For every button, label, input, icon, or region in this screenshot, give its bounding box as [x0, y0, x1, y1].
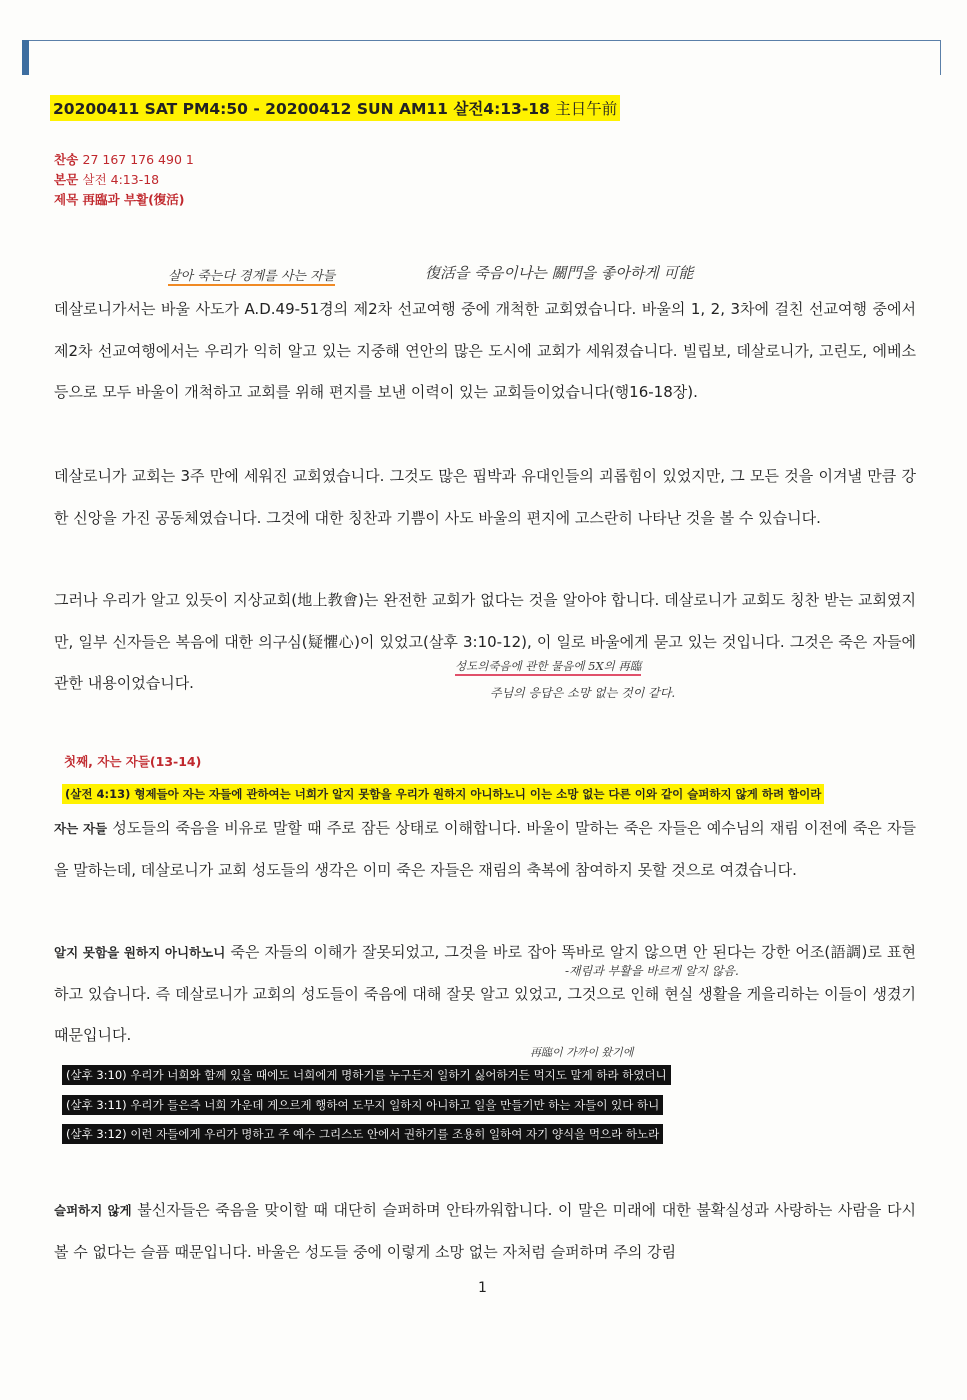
meta-title-value: 再臨과 부활(復活) — [82, 192, 185, 207]
paragraph-5-lead: 알지 못함을 원하지 아니하노니 — [54, 945, 226, 960]
handwritten-note-2: 復活을 죽음이나는 關門을 좋아하게 可能 — [425, 264, 694, 282]
meta-title-label: 제목 — [54, 192, 79, 207]
meta-text-label: 본문 — [54, 172, 79, 187]
paragraph-6-lead: 슬퍼하지 않게 — [54, 1203, 132, 1218]
paragraph-2: 데살로니가 교회는 3주 만에 세워진 교회였습니다. 그것도 많은 핍박과 유대인들의 괴롭힘이 있었지만, 그 모든 것을 이겨낼 만큼 강한 신앙을 가진 공동체였습니다. 그것에 대한 칭찬과 기쁨이 사도 바울의 편지에 고스란히 나타난 것을 볼 수 있습니다. — [54, 467, 916, 527]
meta-hymn-label: 찬송 — [54, 152, 79, 167]
handwritten-note-6: 再臨이 가까이 왔기에 — [530, 1046, 634, 1059]
verse-2thess-3-12: (살후 3:12) 이런 자들에게 우리가 명하고 주 예수 그리스도 안에서 권하기를 조용히 일하여 자기 양식을 먹으라 하노라 — [62, 1124, 663, 1144]
meta-title — [54, 190, 185, 208]
paragraph-5-body: 죽은 자들의 이해가 잘못되었고, 그것을 바로 잡아 똑바로 알지 않으면 안 된다는 강한 어조(語調)로 표현하고 있습니다. 즉 데살로니가 교회의 성도들이 죽음에 대해 잘못 알고 있었고, 그것으로 인해 현실 생활을 게을리하는 이들이 생겼기 때문입니다. — [54, 943, 916, 1044]
handwritten-note-4: 주님의 응답은 소망 없는 것이 같다. — [490, 686, 676, 700]
paragraph-6-body: 불신자들은 죽음을 맞이할 때 대단히 슬퍼하며 안타까워합니다. 이 말은 미래에 대한 불확실성과 사랑하는 사람을 다시 볼 수 없다는 슬픔 때문입니다. 바울은 성도들 중에 이렇게 소망 없는 자처럼 슬퍼하며 주의 강림 — [54, 1201, 916, 1261]
verse-2thess-3-10: (살후 3:10) 우리가 너희와 함께 있을 때에도 너희에게 명하기를 누구든지 일하기 싫어하거든 먹지도 말게 하라 하였더니 — [62, 1065, 671, 1085]
meta-hymn-value: 27 167 176 490 1 — [82, 152, 194, 167]
paragraph-6 — [54, 1190, 916, 1273]
paragraph-4-lead: 자는 자들 — [54, 821, 108, 836]
meta-text — [54, 170, 159, 188]
paragraph-3: 그러나 우리가 알고 있듯이 지상교회(地上教會)는 완전한 교회가 없다는 것을 알아야 합니다. 데살로니가 교회도 칭찬 받는 교회였지만, 일부 신자들은 복음에 대한 의구심(疑懼心)이 있었고(살후 3:10-12), 이 일로 바울에게 묻고 있는 것입니다. 그것은 죽은 자들에 관한 내용이었습니다. — [54, 591, 916, 692]
verse-2thess-3-11: (살후 3:11) 우리가 들은즉 너희 가운데 게으르게 행하여 도무지 일하지 아니하고 일을 만들기만 하는 자들이 있다 하니 — [62, 1095, 663, 1115]
page-frame-top — [22, 40, 941, 75]
paragraph-5 — [54, 932, 916, 1057]
meta-text-value: 살전 4:13-18 — [82, 172, 160, 187]
section-title: 첫째, 자는 자들(13-14) — [64, 754, 202, 769]
handwritten-note-1: 살아 죽는다 경계를 사는 자들 — [168, 265, 335, 286]
sermon-header — [50, 95, 620, 121]
meta-hymn — [54, 150, 194, 168]
verse-1thess-4-13: (살전 4:13) 형제들아 자는 자들에 관하여는 너희가 알지 못함을 우리가 원하지 아니하노니 이는 소망 없는 다른 이와 같이 슬퍼하지 않게 하려 함이라 — [62, 784, 824, 804]
header-title: 20200411 SAT PM4:50 - 20200412 SUN AM11 살전4:13-18 — [53, 100, 550, 118]
page-number: 1 — [478, 1280, 487, 1296]
paragraph-1: 데살로니가서는 바울 사도가 A.D.49-51경의 제2차 선교여행 중에 개척한 교회였습니다. 바울의 1, 2, 3차에 걸친 선교여행 중에서 제2차 선교여행에서는 우리가 익히 알고 있는 지중해 연안의 많은 도시에 교회가 세워졌습니다. 빌립보, 데살로니가, 고린도, 에베소 등으로 모두 바울이 개척하고 교회를 위해 편지를 보낸 이력이 있는 교회들이었습니다(행16-18장). — [54, 300, 916, 401]
handwritten-note-5: -재림과 부활을 바르게 알지 않음. — [565, 964, 739, 978]
paragraph-4-body: 성도들의 죽음을 비유로 말할 때 주로 잠든 상태로 이해합니다. 바울이 말하는 죽은 자들은 예수님의 재림 이전에 죽은 자들을 말하는데, 데살로니가 교회 성도들의 생각은 이미 죽은 자들은 재림의 축복에 참여하지 못할 것으로 여겼습니다. — [54, 819, 917, 879]
page-frame-bar — [22, 40, 29, 75]
header-kanji: 主日午前 — [555, 100, 618, 118]
handwritten-note-3: 성도의죽음에 관한 물음에 5X의 再臨 — [455, 658, 641, 676]
paragraph-4 — [54, 808, 916, 891]
